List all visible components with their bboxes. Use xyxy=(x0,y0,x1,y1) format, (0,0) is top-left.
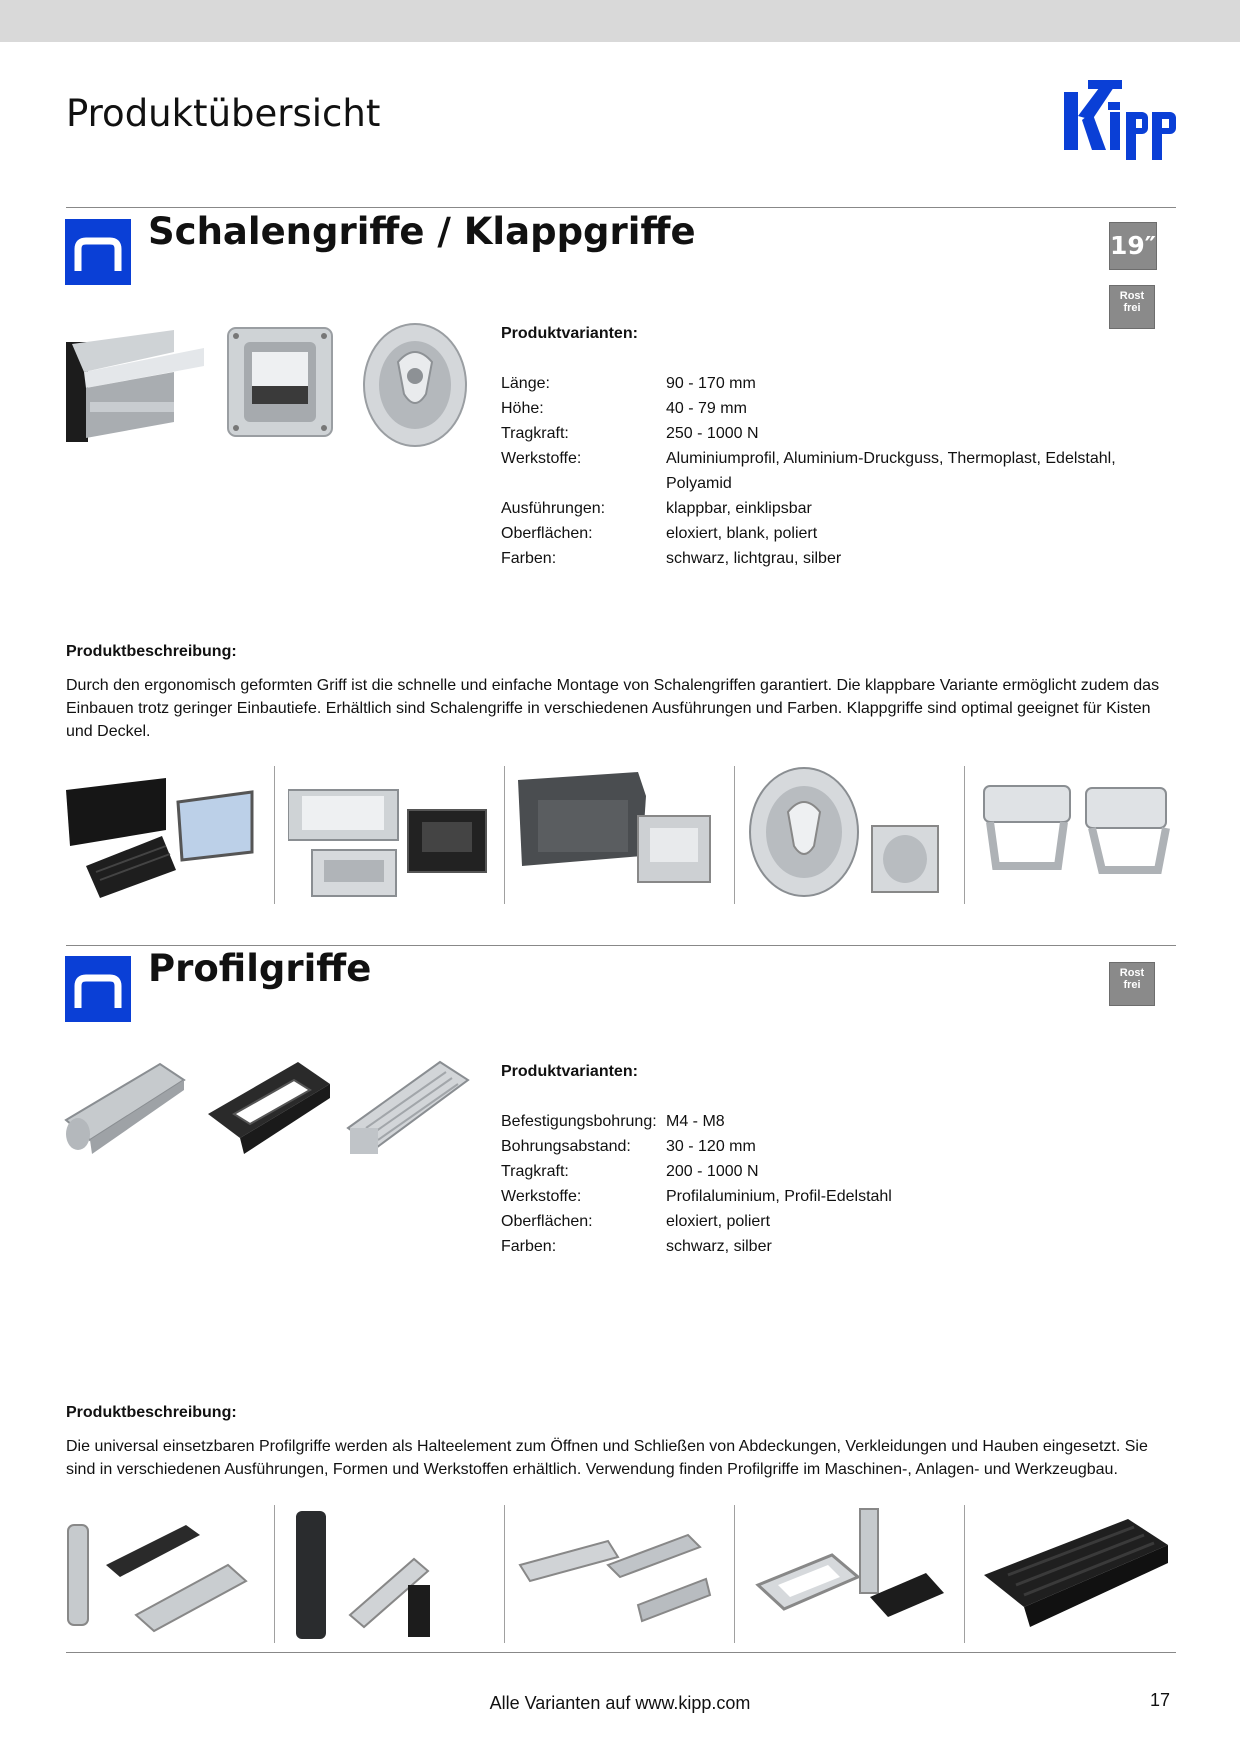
section-description: Die universal einsetzbaren Profilgriffe werden als Halteelement zum Öffnen und Schließen von Abdeckungen, Verkleidungen und Hauben eingesetzt. Sie sind in verschiedenen Ausführungen, Formen und Werkstoffen erhältlich. Verwendung finden Profilgriffe im Maschinen-, Anlagen- und Werkzeugbau. xyxy=(66,1438,1148,1478)
footer-link-text[interactable]: Alle Varianten auf www.kipp.com xyxy=(489,1693,751,1713)
folding-handle-plate-image xyxy=(226,326,334,438)
handle-category-icon xyxy=(65,956,131,1022)
product-image-strip xyxy=(66,766,1176,904)
spec-value: M4 - M8 xyxy=(666,1113,725,1130)
page-title: Produktübersicht xyxy=(66,92,381,135)
spec-value: 90 - 170 mm xyxy=(666,375,756,392)
spec-row xyxy=(501,546,1126,571)
strip-separator xyxy=(734,766,735,904)
spec-label: Oberflächen: xyxy=(501,1213,593,1230)
spec-row xyxy=(501,1159,1126,1184)
rostfrei-badge xyxy=(1109,962,1155,1006)
spec-value: schwarz, silber xyxy=(666,1238,772,1255)
spec-row xyxy=(501,496,1126,521)
spec-label: Werkstoffe: xyxy=(501,450,582,467)
spec-label: Ausführungen: xyxy=(501,500,606,517)
spec-label: Höhe: xyxy=(501,400,544,417)
section-description: Durch den ergonomisch geformten Griff ist die schnelle und einfache Montage von Schalengriffen garantiert. Die klappbare Variante ermöglicht zudem das Einbauen trotz geringer Einbautiefe. Erhältlich sind Schalengriffe in verschiedenen Ausführungen und Farben. Klappgriffe sind optimal geeignet für Kisten und Deckel. xyxy=(66,677,1160,740)
spec-row xyxy=(501,1134,1126,1159)
spec-row xyxy=(501,1209,1126,1234)
kipp-logo xyxy=(1062,76,1182,162)
spec-value: eloxiert, poliert xyxy=(666,1213,771,1230)
footer-divider xyxy=(66,1652,1176,1653)
spec-value: Aluminiumprofil, Aluminium-Druckguss, Thermoplast, Edelstahl, Polyamid xyxy=(666,450,1116,492)
strip-separator xyxy=(274,1505,275,1643)
box-handles-image xyxy=(978,766,1176,904)
spec-label: Befestigungsbohrung: xyxy=(501,1113,657,1130)
spec-row xyxy=(501,371,1126,396)
spec-value: 30 - 120 mm xyxy=(666,1138,756,1155)
flat-profile-handles-image xyxy=(518,1505,718,1643)
black-ribbed-handle-image xyxy=(978,1505,1176,1643)
spec-value: 200 - 1000 N xyxy=(666,1163,759,1180)
strip-separator xyxy=(964,1505,965,1643)
rostfrei-line-2: frei xyxy=(1123,979,1141,991)
spec-label: Farben: xyxy=(501,550,557,567)
strip-separator xyxy=(964,766,965,904)
ribbed-aluminium-handle-image xyxy=(346,1058,470,1160)
spec-label: Länge: xyxy=(501,375,550,392)
spec-row xyxy=(501,1109,1126,1134)
spec-row xyxy=(501,421,1126,446)
spec-label: Farben: xyxy=(501,1238,557,1255)
specs-heading: Produktvarianten: xyxy=(501,325,638,342)
spec-row xyxy=(501,396,1126,421)
rostfrei-line-1: Rost xyxy=(1119,967,1145,979)
19-inch-badge: 19″ xyxy=(1109,222,1157,270)
recessed-profile-handles-image xyxy=(748,1505,948,1643)
profile-handles-group-image xyxy=(66,1505,266,1643)
product-image-strip xyxy=(66,1505,1176,1643)
section-title: Schalengriffe / Klappgriffe xyxy=(148,210,696,253)
recessed-ring-handle-image xyxy=(362,322,468,448)
specs-heading: Produktvarianten: xyxy=(501,1063,638,1080)
section-divider xyxy=(66,945,1176,946)
spec-row xyxy=(501,1184,1126,1209)
strip-separator xyxy=(504,766,505,904)
vertical-profile-handles-image xyxy=(288,1505,488,1643)
strip-separator xyxy=(274,766,275,904)
spec-label: Tragkraft: xyxy=(501,1163,569,1180)
spec-label: Oberflächen: xyxy=(501,525,593,542)
spec-value: Profilaluminium, Profil-Edelstahl xyxy=(666,1188,892,1205)
spec-table xyxy=(501,321,1126,571)
handle-category-icon xyxy=(65,219,131,285)
description-heading: Produktbeschreibung: xyxy=(66,1404,237,1421)
rostfrei-line-1: Rost xyxy=(1119,290,1145,302)
cup-handle-profile-image xyxy=(64,322,204,446)
top-bar xyxy=(0,0,1240,42)
folding-handles-set-image xyxy=(288,766,488,904)
section-divider xyxy=(66,207,1176,208)
section-title: Profilgriffe xyxy=(148,947,372,990)
spec-value: klappbar, einklipsbar xyxy=(666,500,812,517)
description-heading: Produktbeschreibung: xyxy=(66,643,237,660)
spec-table xyxy=(501,1059,1126,1259)
spec-value: schwarz, lichtgrau, silber xyxy=(666,550,842,567)
black-profile-handle-image xyxy=(206,1058,332,1160)
spec-row xyxy=(501,521,1126,546)
page-number: 17 xyxy=(1150,1690,1171,1710)
spec-value: eloxiert, blank, poliert xyxy=(666,525,818,542)
strip-separator xyxy=(504,1505,505,1643)
spec-value: 40 - 79 mm xyxy=(666,400,747,417)
spec-row xyxy=(501,1234,1126,1259)
grey-cup-handles-image xyxy=(518,766,718,904)
rostfrei-line-2: frei xyxy=(1123,302,1141,314)
black-cup-handles-image xyxy=(66,766,266,904)
spec-value: 250 - 1000 N xyxy=(666,425,759,442)
strip-separator xyxy=(734,1505,735,1643)
spec-label: Bohrungsabstand: xyxy=(501,1138,631,1155)
spec-row xyxy=(501,446,1126,496)
ring-handles-image xyxy=(748,766,948,904)
spec-label: Werkstoffe: xyxy=(501,1188,582,1205)
spec-label: Tragkraft: xyxy=(501,425,569,442)
aluminium-profile-handle-image xyxy=(64,1060,186,1158)
